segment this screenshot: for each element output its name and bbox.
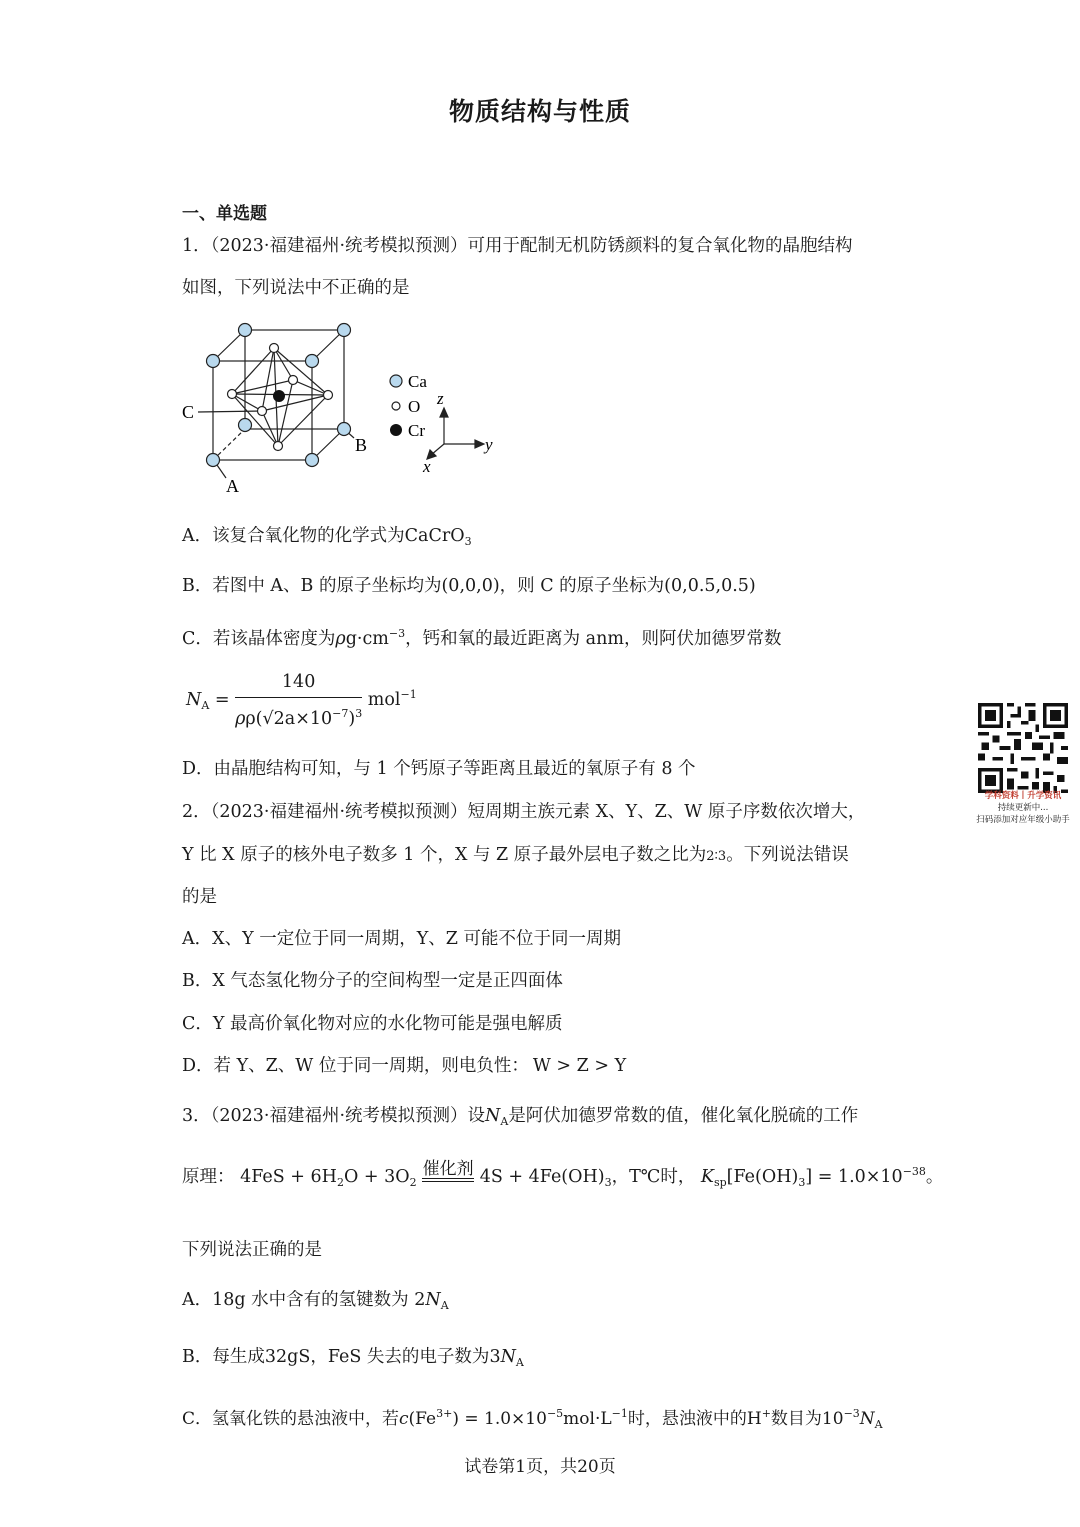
q2-stem-line2: Y 比 X 原子的核外电子数多 1 个，X 与 Z 原子最外层电子数之比为2∶3。下列说法错误 bbox=[182, 845, 849, 865]
legend-o: O bbox=[408, 397, 421, 416]
q1-option-c[interactable]: C．若该晶体密度为$\rho g\cdot cm^{-3}$，钙和氧的最近距离为 anm，则阿伏加德罗常数 bbox=[182, 627, 782, 649]
axis-x-label: x bbox=[423, 457, 431, 476]
q3-option-a[interactable]: A．18g 水中含有的氢键数为 $2N_A$ bbox=[182, 1290, 449, 1312]
qr-caption-title: 学科资料丨升学资讯 bbox=[984, 791, 1062, 801]
q1-stem-line2: 如图，下列说法中不正确的是 bbox=[182, 278, 410, 298]
q3-prompt: 下列说法正确的是 bbox=[182, 1240, 322, 1260]
q2-option-a[interactable]: A．X、Y 一定位于同一周期，Y、Z 可能不位于同一周期 bbox=[182, 929, 621, 949]
crystal-cell-figure bbox=[178, 318, 508, 500]
section-heading: 一、单选题 bbox=[182, 204, 267, 224]
q2-stem-line3: 的是 bbox=[182, 887, 217, 907]
q1-option-c-formula: $N_A$ = $\frac{140}{\rho\rho(√2a\times 10^{-7})^3}$ mol$^{-1}$ bbox=[186, 672, 417, 729]
qr-caption-subtitle: 持续更新中... bbox=[997, 803, 1049, 813]
legend-ca: Ca bbox=[408, 372, 427, 391]
catalyst-arrow: 催化剂 bbox=[422, 1160, 474, 1182]
label-c: C bbox=[182, 402, 195, 422]
q3-reaction-equation: 原理： $4FeS + 6H_2O + 3O_2$ 催化剂 $4S + 4Fe(OH)_3$，T℃时， $K_{sp}[Fe(OH)_3] = 1.0\times 10^{-38}$。 bbox=[182, 1159, 944, 1189]
qr-caption-instruction: 扫码添加对应年级小助手 bbox=[976, 815, 1070, 825]
axis-z-label: z bbox=[437, 389, 444, 408]
legend-cr: Cr bbox=[408, 421, 425, 440]
q3-option-b[interactable]: B．每生成32gS，FeS 失去的电子数为$3N_A$ bbox=[182, 1347, 524, 1369]
qr-code-icon[interactable] bbox=[978, 703, 1068, 793]
q3-stem-line1: 3．（2023·福建福州·统考模拟预测）设$N_A$是阿伏加德罗常数的值，催化氧化脱硫的工作 bbox=[182, 1106, 859, 1128]
q2-stem-line1: 2．（2023·福建福州·统考模拟预测）短周期主族元素 X、Y、Z、W 原子序数依次增大， bbox=[182, 802, 866, 822]
q3-option-c[interactable]: C．氢氧化铁的悬浊液中，若$c(Fe^{3+}) = 1.0\times 10^{-5}mol\cdot L^{-1}$时，悬浊液中的H+数目为$10^{-3}N_A$ bbox=[182, 1407, 883, 1431]
q1-option-b[interactable]: B．若图中 A、B 的原子坐标均为(0,0,0)，则 C 的原子坐标为(0,0.5,0.5) bbox=[182, 576, 756, 596]
avogadro-fraction: $\frac{140}{\rho\rho(√2a\times 10^{-7})^3}$ bbox=[235, 672, 363, 729]
label-a: A bbox=[226, 476, 239, 496]
page-footer: 试卷第1页，共20页 bbox=[464, 1457, 616, 1477]
q2-option-c[interactable]: C．Y 最高价氧化物对应的水化物可能是强电解质 bbox=[182, 1014, 563, 1034]
q1-option-d[interactable]: D．由晶胞结构可知，与 1 个钙原子等距离且最近的氧原子有 8 个 bbox=[182, 759, 696, 779]
label-b: B bbox=[355, 435, 368, 455]
q1-stem-line1: 1．（2023·福建福州·统考模拟预测）可用于配制无机防锈颜料的复合氧化物的晶胞结构 bbox=[182, 236, 853, 256]
q2-option-b[interactable]: B．X 气态氢化物分子的空间构型一定是正四面体 bbox=[182, 971, 563, 991]
q2-option-d[interactable]: D．若 Y、Z、W 位于同一周期，则电负性： W > Z > Y bbox=[182, 1056, 627, 1076]
page-title: 物质结构与性质 bbox=[448, 97, 631, 126]
q1-option-a[interactable]: A．该复合氧化物的化学式为CaCrO$_3$ bbox=[182, 526, 472, 548]
axis-y-label: y bbox=[485, 435, 493, 454]
